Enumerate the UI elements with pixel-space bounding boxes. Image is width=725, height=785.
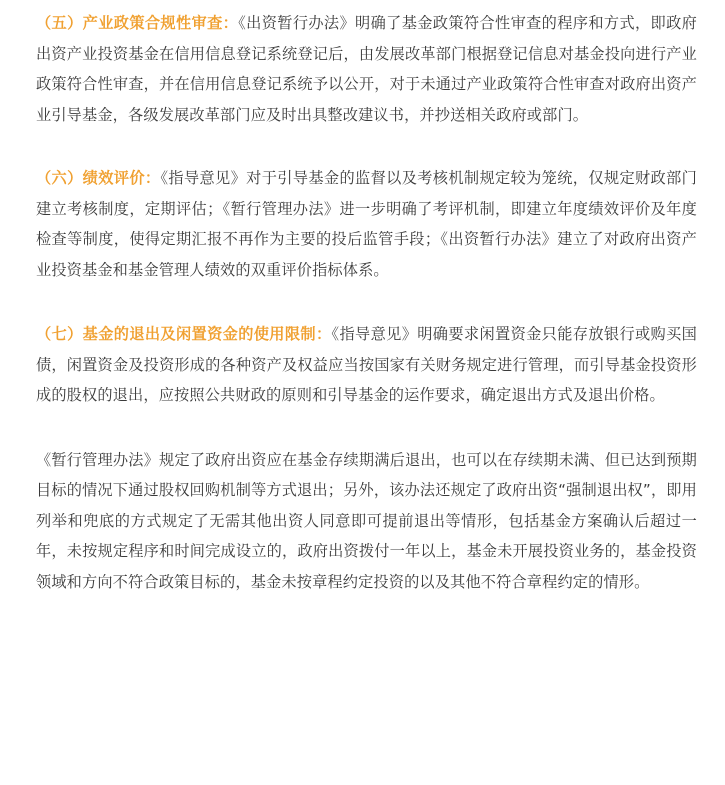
section-industrial-policy-review — [36, 8, 697, 130]
section-fund-exit-idle-capital — [36, 319, 697, 411]
section-heading: （六）绩效评价： — [36, 169, 161, 187]
section-text: 《暂行管理办法》规定了政府出资应在基金存续期满后退出，也可以在存续期未满、但已达到预期目标的情况下通过股权回购机制等方式退出；另外，该办法还规定了政府出资“强制退出权”，即用列举和兜底的方式规定了无需其他出资人同意即可提前退出等情形，包括基金方案确认后超过一年，未按规定程序和时间完成设立的，政府出资拨付一年以上，基金未开展投资业务的，基金投资领域和方向不符合政策目标的，基金未按章程约定投资的以及其他不符合章程约定的情形。 — [36, 450, 697, 591]
section-text: 《指导意见》明确要求闲置资金只能存放银行或购买国债，闲置资金及投资形成的各种资产及权益应当按国家有关财务规定进行管理，而引导基金投资形成的股权的退出，应按照公共财政的原则和引导基金的运作要求，确定退出方式及退出价格。 — [36, 325, 698, 404]
article-body — [36, 8, 697, 597]
section-mandatory-exit-right — [36, 445, 697, 598]
section-heading: （七）基金的退出及闲置资金的使用限制： — [36, 325, 332, 343]
section-performance-evaluation — [36, 163, 697, 285]
section-text: 《出资暂行办法》明确了基金政策符合性审查的程序和方式，即政府出资产业投资基金在信用信息登记系统登记后，由发展改革部门根据登记信息对基金投向进行产业政策符合性审查，并在信用信息登记系统予以公开，对于未通过产业政策符合性审查对政府出资产业引导基金，各级发展改革部门应及时出具整改建议书，并抄送相关政府或部门。 — [36, 14, 697, 124]
section-heading: （五）产业政策合规性审查： — [36, 14, 239, 32]
section-text: 《指导意见》对于引导基金的监督以及考核机制规定较为笼统，仅规定财政部门建立考核制度，定期评估；《暂行管理办法》进一步明确了考评机制，即建立年度绩效评价及年度检查等制度，使得定期汇报不再作为主要的投后监管手段；《出资暂行办法》建立了对政府出资产业投资基金和基金管理人绩效的双重评价指标体系。 — [36, 169, 697, 279]
